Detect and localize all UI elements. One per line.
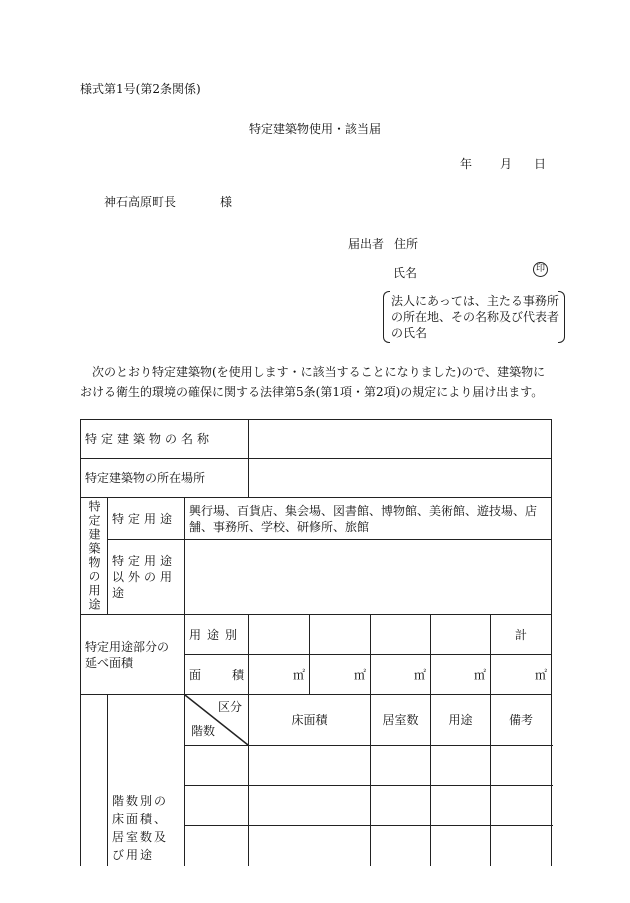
row-building-location [81, 459, 552, 498]
other-use-field[interactable] [185, 540, 552, 615]
month-label: 月 [500, 157, 513, 171]
area-unit-total[interactable]: ㎡ [491, 655, 552, 695]
area-unit-4[interactable]: ㎡ [431, 655, 491, 695]
col-rooms: 居室数 [371, 695, 431, 746]
applicant-address-line [348, 235, 418, 252]
other-use-label: 特定用途以外の用途 [108, 540, 185, 615]
floor-cell[interactable] [185, 786, 249, 826]
area-unit-2[interactable]: ㎡ [310, 655, 371, 695]
by-use-field-2[interactable] [310, 615, 371, 655]
address-label: 住所 [394, 237, 419, 251]
floor-cell[interactable] [185, 826, 249, 866]
area-unit-1[interactable]: ㎡ [249, 655, 310, 695]
total-label: 計 [491, 615, 552, 655]
corporate-note: 法人にあっては、主たる事務所の所在地、その名称及び代表者の氏名 [383, 291, 565, 343]
row-per-floor-header [81, 695, 552, 746]
seal-mark: 印 [533, 262, 548, 277]
document-title: 特定建築物使用・該当届 [248, 122, 381, 136]
year-label: 年 [460, 157, 473, 171]
remarks-cell[interactable] [491, 786, 552, 826]
division-floor-header [185, 695, 249, 746]
row-by-use [81, 615, 552, 655]
applicant-label: 届出者 [348, 237, 385, 251]
floor-cell[interactable] [185, 746, 249, 786]
day-label: 日 [534, 157, 547, 171]
building-location-field[interactable] [249, 459, 552, 498]
addressee-name: 神石高原町長 [104, 195, 177, 209]
rooms-cell[interactable] [371, 826, 431, 866]
row-building-name [81, 420, 552, 459]
rooms-cell[interactable] [371, 746, 431, 786]
building-location-label: 特定建築物の所在場所 [81, 459, 249, 498]
col-remarks: 備考 [491, 695, 552, 746]
date-line [460, 155, 546, 172]
floor-area-cell[interactable] [249, 746, 371, 786]
col-floor-area: 床面積 [249, 695, 371, 746]
addressee-honorific: 様 [220, 195, 233, 209]
per-floor-group-label: 階数別の床面積、居室数及び用途 [108, 695, 185, 866]
form-number: 様式第1号(第2条関係) [80, 82, 201, 96]
floor-area-cell[interactable] [249, 826, 371, 866]
floor-area-cell[interactable] [249, 786, 371, 826]
division-label: 区分 [217, 700, 242, 714]
building-name-label: 特定建築物の名称 [81, 420, 249, 459]
per-floor-spacer [81, 695, 108, 866]
usage-group-label: 特定建築物の用途 [81, 498, 108, 615]
intro-paragraph: 次のとおり特定建築物(を使用します・に該当することになりました)ので、建築物における衛生的環境の確保に関する法律第5条(第1項・第2項)の規定により届け出ます。 [80, 365, 546, 399]
col-use: 用途 [431, 695, 491, 746]
floor-count-label: 階数 [191, 724, 216, 738]
area-label: 面積 [185, 655, 249, 695]
by-use-field-3[interactable] [371, 615, 431, 655]
remarks-cell[interactable] [491, 746, 552, 786]
area-unit-3[interactable]: ㎡ [371, 655, 431, 695]
addressee-line [104, 193, 232, 210]
use-cell[interactable] [431, 786, 491, 826]
by-use-label: 用途別 [185, 615, 249, 655]
by-use-field-1[interactable] [249, 615, 310, 655]
use-cell[interactable] [431, 826, 491, 866]
row-other-use [81, 540, 552, 615]
by-use-field-4[interactable] [431, 615, 491, 655]
use-cell[interactable] [431, 746, 491, 786]
specific-use-label: 特定用途 [108, 498, 185, 540]
rooms-cell[interactable] [371, 786, 431, 826]
row-specific-use [81, 498, 552, 540]
remarks-cell[interactable] [491, 826, 552, 866]
specific-use-options[interactable]: 興行場、百貨店、集会場、図書館、博物館、美術館、遊技場、店舗、事務所、学校、研修所、旅館 [185, 498, 552, 540]
floor-area-group-label: 特定用途部分の延べ面積 [81, 615, 185, 695]
building-name-field[interactable] [249, 420, 552, 459]
notification-form-table [80, 419, 552, 866]
name-label: 氏名 [393, 266, 418, 280]
